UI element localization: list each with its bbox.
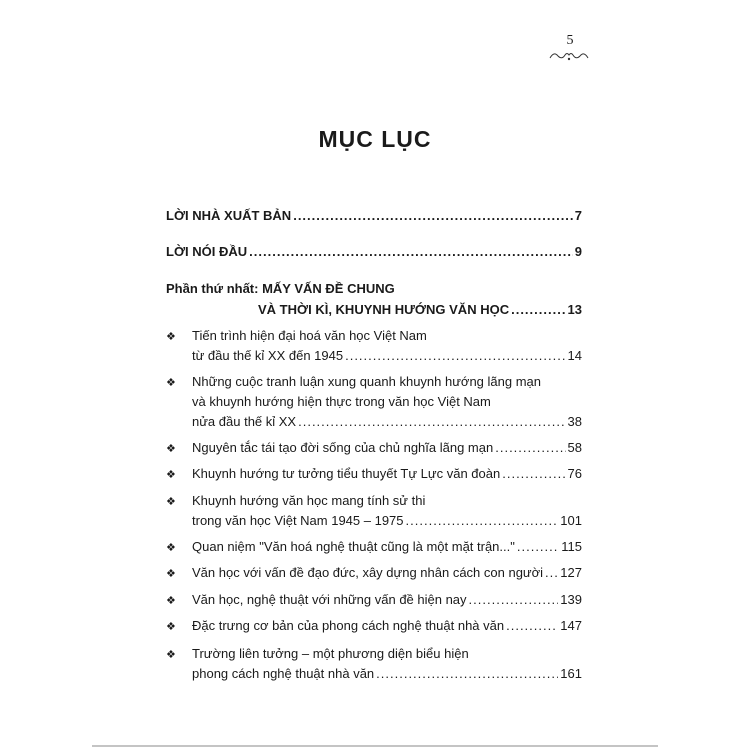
diamond-bullet-icon: ❖ [166,469,176,481]
diamond-bullet-icon: ❖ [166,496,176,508]
toc-item-line[interactable] [192,493,582,508]
toc-item-line[interactable] [192,666,582,681]
diamond-bullet-icon: ❖ [166,377,176,389]
toc-entry-publisher-note[interactable] [166,208,582,223]
toc-item-line[interactable] [192,466,582,481]
toc-page-number: 7 [574,208,582,223]
part-one-subtitle: VÀ THỜI KÌ, KHUYNH HƯỚNG VĂN HỌC [258,302,510,317]
toc-item-text: Trường liên tưởng – một phương diện biểu hiện [192,646,469,661]
toc-item-text: nửa đầu thế kỉ XX [192,414,297,429]
toc-item-text: từ đầu thế kỉ XX đến 1945 [192,348,344,363]
toc-item-line[interactable] [192,348,582,363]
toc-item-text: Khuynh hướng tư tưởng tiểu thuyết Tự Lực văn đoàn [192,466,501,481]
toc-item-text: Những cuộc tranh luận xung quanh khuynh hướng lãng mạn [192,374,542,389]
toc-item-text: Đặc trưng cơ bản của phong cách nghệ thuật nhà văn [192,618,505,633]
toc-item-line[interactable] [192,646,582,661]
toc-entry-label: LỜI NHÀ XUẤT BẢN [166,208,292,223]
diamond-bullet-icon: ❖ [166,331,176,343]
toc-page-number: 9 [574,244,582,259]
toc-page-number: 14 [567,348,582,363]
page-number: 5 [566,33,574,48]
part-one-heading-line2[interactable] [258,302,582,317]
leader-dots [506,618,558,633]
toc-item-text: Khuynh hướng văn học mang tính sử thi [192,493,426,508]
toc-item-line[interactable] [192,374,582,389]
leader-dots [406,513,559,528]
toc-item-text: và khuynh hướng hiện thực trong văn học Việt Nam [192,394,491,409]
toc-item-line[interactable] [192,513,582,528]
toc-item-line[interactable] [192,328,582,343]
leader-dots [298,414,565,429]
leader-dots [249,244,573,259]
leader-dots [502,466,565,481]
toc-item-line[interactable] [192,440,582,455]
toc-entry-label: LỜI NÓI ĐẦU [166,244,248,259]
toc-item-line[interactable] [192,539,582,554]
diamond-bullet-icon: ❖ [166,568,176,580]
diamond-bullet-icon: ❖ [166,443,176,455]
leader-dots [345,348,565,363]
toc-page-number: 76 [567,466,582,481]
toc-item-line[interactable] [192,618,582,633]
toc-item-text: Nguyên tắc tái tạo đời sống của chủ nghĩa lãng mạn [192,440,494,455]
toc-page-number: 58 [567,440,582,455]
diamond-bullet-icon: ❖ [166,621,176,633]
leader-dots [469,592,559,607]
toc-page-number: 139 [560,592,582,607]
toc-item-text: Văn học, nghệ thuật với những vấn đề hiện nay [192,592,467,607]
leader-dots [511,302,565,317]
part-one-title: Phần thứ nhất: MẤY VẤN ĐỀ CHUNG [166,281,395,296]
page-bottom-rule [92,745,658,747]
toc-page-number: 161 [560,666,582,681]
toc-page-number: 147 [560,618,582,633]
diamond-bullet-icon: ❖ [166,542,176,554]
diamond-bullet-icon: ❖ [166,649,176,661]
ornament-flourish-icon [548,50,590,62]
leader-dots [545,565,558,580]
page-title: MỤC LỤC [318,126,432,152]
toc-page-number: 38 [567,414,582,429]
toc-item-line[interactable] [192,592,582,607]
toc-item-line[interactable] [192,394,582,409]
toc-item-line[interactable] [192,414,582,429]
leader-dots [293,208,573,223]
toc-item-text: phong cách nghệ thuật nhà văn [192,666,375,681]
leader-dots [376,666,558,681]
toc-item-text: Quan niệm "Văn hoá nghệ thuật cũng là một mặt trận..." [192,539,515,554]
part-one-heading-line1[interactable] [166,281,582,296]
toc-item-text: Tiến trình hiện đại hoá văn học Việt Nam [192,328,427,343]
leader-dots [517,539,559,554]
toc-entry-foreword[interactable] [166,244,582,259]
toc-item-text: trong văn học Việt Nam 1945 – 1975 [192,513,404,528]
leader-dots [495,440,565,455]
toc-page-number: 101 [560,513,582,528]
toc-item-text: Văn học với vấn đề đạo đức, xây dựng nhân cách con người [192,565,544,580]
toc-page-number: 127 [560,565,582,580]
toc-page-number: 13 [567,302,582,317]
toc-page-number: 115 [561,539,582,554]
toc-item-line[interactable] [192,565,582,580]
diamond-bullet-icon: ❖ [166,595,176,607]
